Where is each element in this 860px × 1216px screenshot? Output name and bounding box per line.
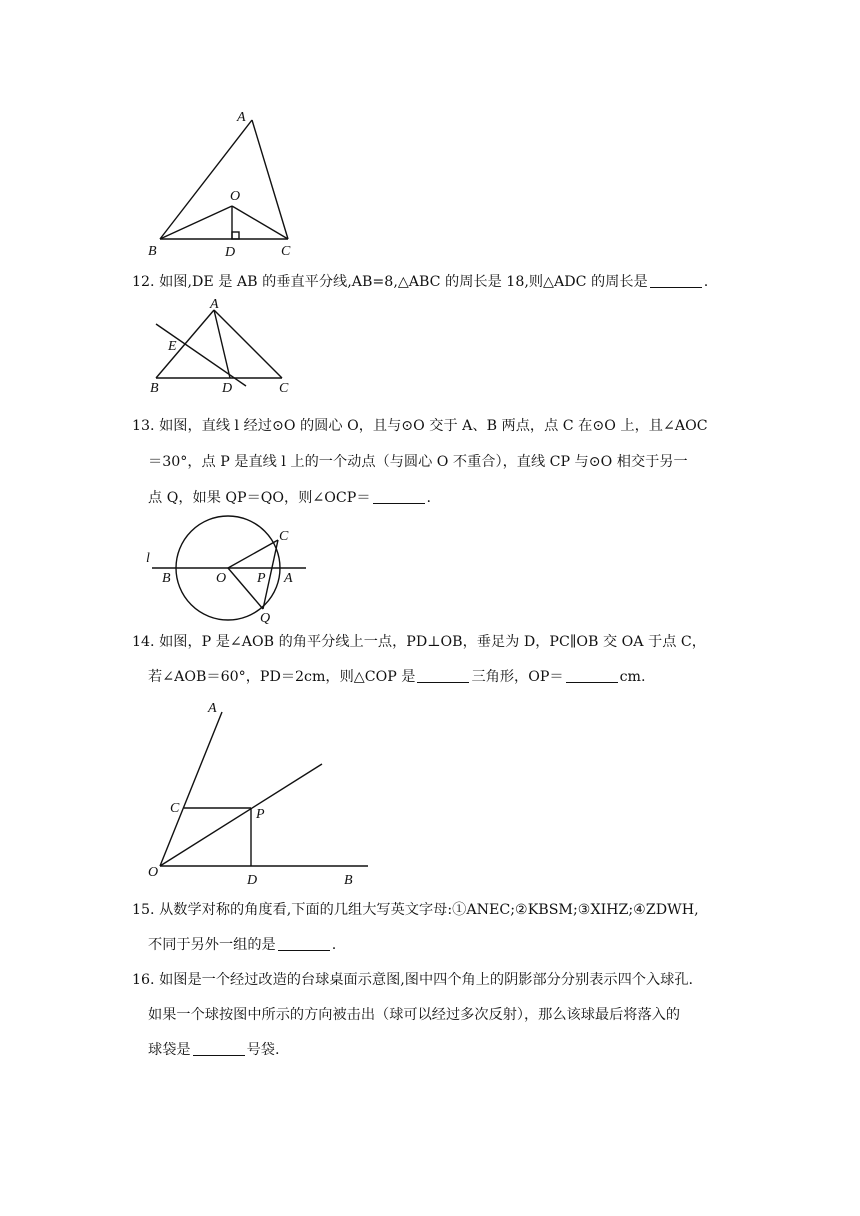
label-p: P [256,807,265,822]
label-d: D [222,381,233,396]
question-number: 12. [132,274,155,290]
answer-blank[interactable] [373,489,425,504]
figure-angle-bisector [140,694,380,894]
label-e: E [168,339,177,354]
label-q: Q [260,611,271,624]
question-16-line-1: 16. 如图是一个经过改造的台球桌面示意图,图中四个角上的阴影部分分别表示四个入球孔. [132,972,694,988]
question-15-line-1: 15. 从数学对称的角度看,下面的几组大写英文字母:①ANEC;②KBSM;③XIHZ;④ZDWH, [132,902,699,918]
question-text: 如图,DE 是 AB 的垂直平分线,AB=8,△ABC 的周长是 18,则△ADC 的周长是 [159,274,648,290]
figure-circle-line [140,514,320,624]
label-b: B [344,873,353,888]
label-a: A [210,297,219,312]
answer-blank-1[interactable] [417,668,469,683]
label-b: B [150,381,159,396]
question-14-line-2: 若∠AOB＝60°，PD＝2cm，则△COP 是 三角形，OP＝ cm. [148,669,646,685]
question-13-line-2: ＝30°，点 P 是直线 l 上的一个动点（与圆心 O 不重合），直线 CP 与⊙O 相交于另一 [148,454,688,470]
question-13-line-1: 13. 如图，直线 l 经过⊙O 的圆心 O，且与⊙O 交于 A、B 两点，点 C 在⊙O 上，且∠AOC [132,418,708,434]
question-number: 16. [132,972,155,988]
figure-perpendicular-bisector [140,296,300,396]
label-c: C [281,244,291,259]
label-a: A [237,110,246,125]
question-13-line-3: 点 Q，如果 QP＝QO，则∠OCP＝ . [148,490,432,506]
label-l: l [146,551,150,566]
question-number: 14. [132,634,155,650]
answer-blank[interactable] [650,273,702,288]
label-p: P [257,571,266,586]
label-c: C [279,529,289,544]
question-15-line-2: 不同于另外一组的是 . [148,937,337,953]
question-number: 15. [132,902,155,918]
label-b: B [162,571,171,586]
answer-blank-2[interactable] [566,668,618,683]
question-14-line-1: 14. 如图，P 是∠AOB 的角平分线上一点，PD⊥OB，垂足为 D，PC∥OB 交 OA 于点 C， [132,634,706,650]
question-number: 13. [132,418,155,434]
label-a: A [284,571,293,586]
label-o: O [148,865,159,880]
answer-blank[interactable] [193,1041,245,1056]
question-16-line-2: 如果一个球按图中所示的方向被击出（球可以经过多次反射），那么该球最后将落入的 [148,1007,681,1023]
label-d: D [225,245,236,260]
label-c: C [279,381,289,396]
label-o: O [216,571,227,586]
label-b: B [148,244,157,259]
question-16-line-3: 球袋是 号袋. [148,1042,280,1058]
label-d: D [247,873,258,888]
label-c: C [170,801,180,816]
label-a: A [208,701,217,716]
label-o: O [230,189,241,204]
answer-blank[interactable] [278,936,330,951]
figure-triangle-abc-o [140,104,310,264]
question-12: 12. 如图,DE 是 AB 的垂直平分线,AB=8,△ABC 的周长是 18,则△ADC 的周长是 . [132,274,709,290]
